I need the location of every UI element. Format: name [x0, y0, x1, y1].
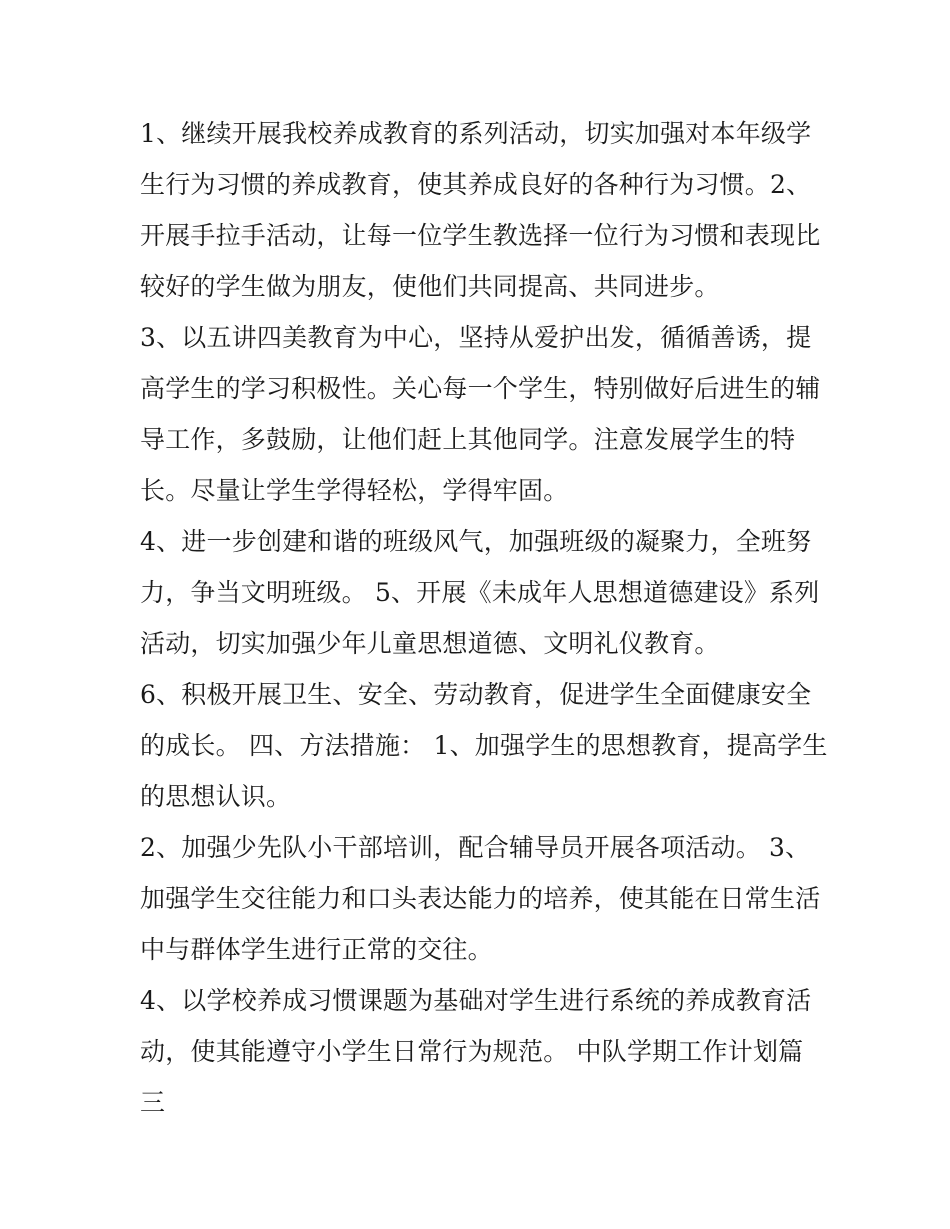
text-line: 的成长。 四、方法措施： 1、加强学生的思想教育，提高学生 [140, 731, 828, 760]
text-line: 较好的学生做为朋友，使他们共同提高、共同进步。 [140, 272, 720, 301]
text-line: 活动，切实加强少年儿童思想道德、文明礼仪教育。 [140, 629, 720, 658]
text-line: 2、加强少先队小干部培训，配合辅导员开展各项活动。 3、 [140, 833, 811, 862]
text-line: 3、以五讲四美教育为中心，坚持从爱护出发，循循善诱，提 [140, 323, 812, 352]
text-line: 力，争当文明班级。 5、开展《未成年人思想道德建设》系列 [140, 578, 820, 607]
text-line: 长。尽量让学生学得轻松，学得牢固。 [140, 476, 569, 505]
text-line: 动，使其能遵守小学生日常行为规范。 中队学期工作计划篇 [140, 1037, 804, 1066]
document-body [140, 108, 828, 1128]
text-line: 三 [140, 1088, 166, 1117]
text-line: 1、继续开展我校养成教育的系列活动，切实加强对本年级学 [140, 119, 812, 148]
text-line: 4、以学校养成习惯课题为基础对学生进行系统的养成教育活 [140, 986, 812, 1015]
text-line: 生行为习惯的养成教育，使其养成良好的各种行为习惯。2、 [140, 170, 812, 199]
text-line: 中与群体学生进行正常的交往。 [140, 935, 493, 964]
text-line: 加强学生交往能力和口头表达能力的培养，使其能在日常生活 [140, 884, 821, 913]
text-line: 的思想认识。 [140, 782, 292, 811]
text-line: 6、积极开展卫生、安全、劳动教育，促进学生全面健康安全 [140, 680, 812, 709]
text-line: 导工作，多鼓励，让他们赶上其他同学。注意发展学生的特 [140, 425, 796, 454]
text-line: 开展手拉手活动，让每一位学生教选择一位行为习惯和表现比 [140, 221, 821, 250]
text-line: 高学生的学习积极性。关心每一个学生，特别做好后进生的辅 [140, 374, 821, 403]
text-line: 4、进一步创建和谐的班级风气，加强班级的凝聚力，全班努 [140, 527, 812, 556]
